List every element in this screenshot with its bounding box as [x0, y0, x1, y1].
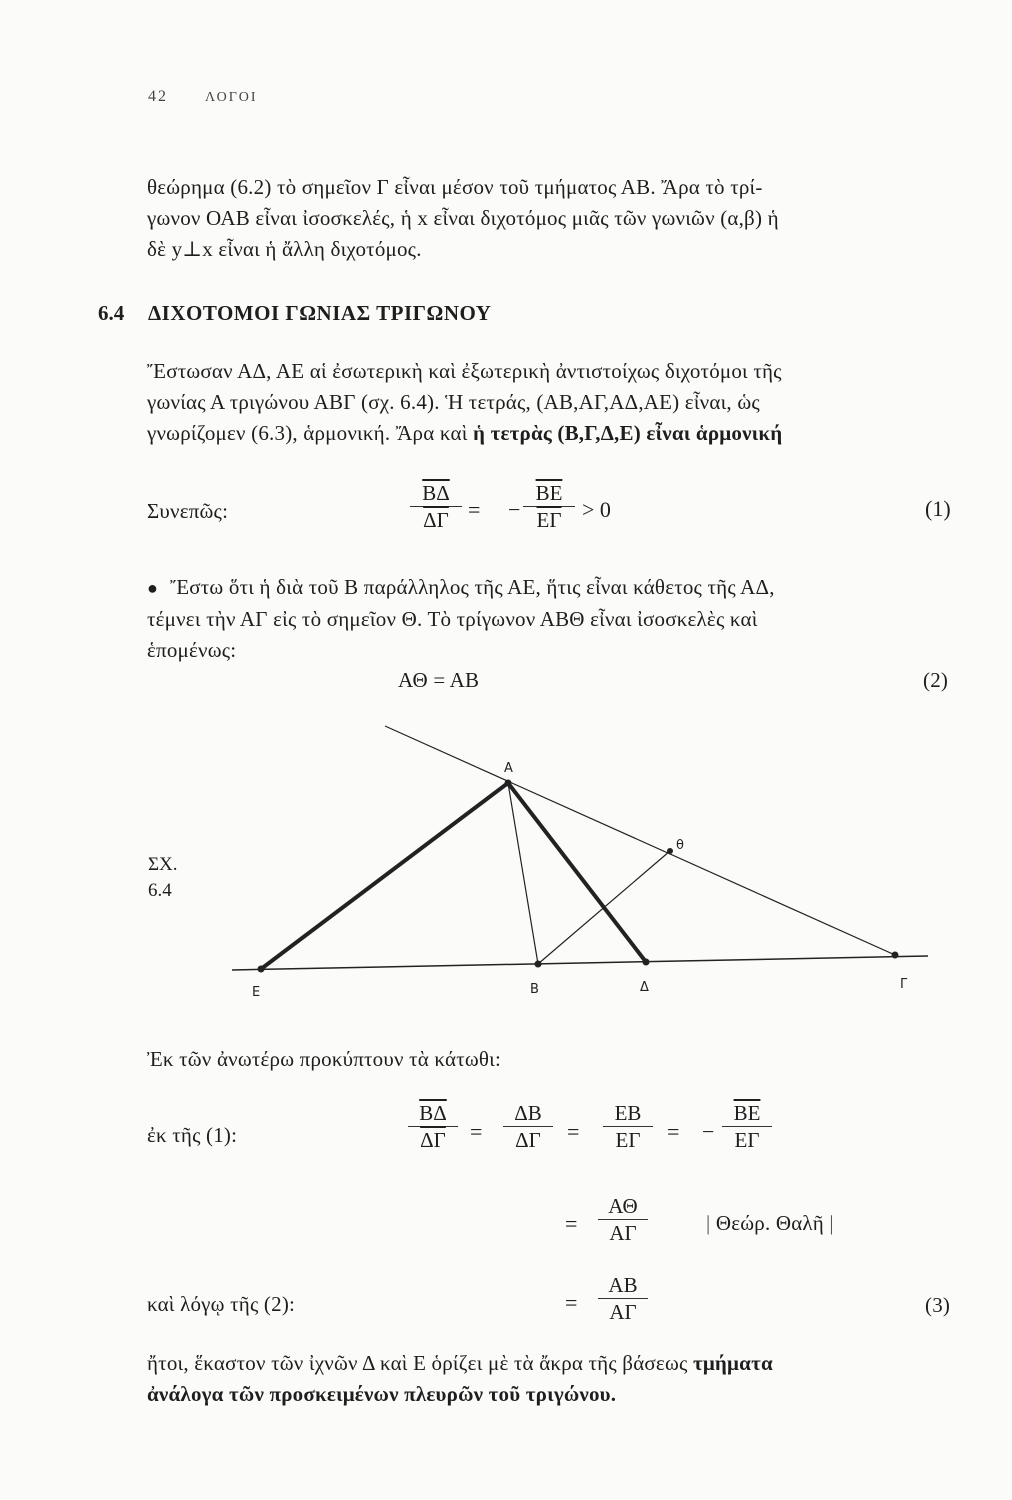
side-ab [508, 783, 538, 964]
conclusion-line1-normal: ἤτοι, ἕκαστον τῶν ἰχνῶν Δ καὶ Ε ὁρίζει μὲ τὰ ἄκρα τῆς βάσεως [147, 1351, 693, 1375]
label-theta: θ [676, 838, 684, 853]
eq1-minus: − [508, 497, 521, 522]
section-title: ΔΙΧΟΤΟΜΟΙ ΓΩΝΙΑΣ ΤΡΙΓΩΝΟΥ [148, 301, 492, 325]
deriv-f3 [603, 1100, 653, 1153]
conclusion-line2: ἀνάλογα τῶν προσκειμένων πλευρῶν τοῦ τριγώνου. [147, 1382, 617, 1406]
paragraph-3: Ἐκ τῶν ἀνωτέρω προκύπτουν τὰ κάτωθι: [147, 1047, 502, 1071]
deriv-f5-denominator: ΑΓ [598, 1219, 648, 1246]
deriv-equals-5: = [565, 1290, 578, 1315]
internal-bisector-ad [508, 783, 646, 962]
section-number: 6.4 [98, 301, 125, 325]
deriv-equals-4: = [565, 1211, 578, 1236]
eq1-rhs-numerator: $\overline{BE}$ [535, 481, 563, 505]
deriv-f2-denominator: ΔΓ [503, 1126, 553, 1153]
derivation-label-1: ἐκ τῆς (1): [147, 1123, 238, 1147]
bullet-icon: ● [147, 578, 159, 598]
deriv-f1 [408, 1100, 458, 1153]
conclusion-line1 [147, 1348, 967, 1379]
para2-line1-text: Ἔστω ὅτι ἡ διὰ τοῦ Β παράλληλος τῆς ΑΕ, ἥτις εἶναι κάθετος τῆς ΑΔ, [170, 575, 775, 599]
deriv-f6-numerator: ΑΒ [608, 1273, 638, 1297]
eq2-text: ΑΘ = ΑΒ [398, 668, 480, 692]
deriv-f4 [722, 1100, 772, 1153]
deriv-f2-numerator: ΔΒ [514, 1101, 542, 1125]
para1-line3-bold: ἡ τετρὰς (Β,Γ,Δ,Ε) εἶναι ἁρμονική [473, 421, 783, 445]
deriv-equals-1: = [470, 1119, 483, 1144]
eq1-rhs-denominator: ΕΓ [523, 506, 575, 533]
figure-caption-line1: ΣΧ. [148, 854, 178, 875]
derivation-label-2: καὶ λόγῳ τῆς (2): [147, 1292, 296, 1316]
para2-line: τέμνει τὴν ΑΓ εἰς τὸ σημεῖον Θ. Τὸ τρίγωνον ΑΒΘ εἶναι ἰσοσκελὲς καὶ [147, 607, 758, 631]
point-e [258, 966, 265, 973]
eq1-number: (1) [925, 496, 951, 521]
label-a: A [504, 761, 513, 776]
eq1-greater-than-zero: > 0 [582, 497, 611, 522]
point-b [535, 961, 542, 968]
conclusion-line1-bold: τμήματα [692, 1351, 773, 1375]
deriv-f3-numerator: ΕΒ [614, 1101, 642, 1125]
intro-line: γωνον ΟΑΒ εἶναι ἰσοσκελές, ἡ x εἶναι διχοτόμος μιᾶς τῶν γωνιῶν (α,β) ἡ [147, 206, 779, 230]
label-d: Δ [640, 980, 649, 995]
label-g: Γ [900, 977, 908, 992]
eq2-number: (2) [923, 668, 949, 692]
base-line [232, 956, 928, 970]
deriv-f1-denominator: ΔΓ [408, 1126, 458, 1153]
para1-line: γωνίας Α τριγώνου ΑΒΓ (σχ. 6.4). Ἡ τετράς, (ΑΒ,ΑΓ,ΑΔ,ΑΕ) εἶναι, ὡς [147, 390, 760, 414]
deriv-equals-2: = [567, 1119, 580, 1144]
deriv-equals-3: = [667, 1119, 680, 1144]
deriv-f4-denominator: ΕΓ [722, 1126, 772, 1153]
deriv-f4-numerator: $\overline{BE}$ [733, 1101, 761, 1125]
running-title: ΛΟΓΟΙ [205, 90, 258, 105]
label-b: B [530, 982, 539, 997]
eq1-equals: = [468, 497, 481, 522]
external-bisector-ae [261, 783, 508, 969]
para1-line: Ἔστωσαν ΑΔ, ΑΕ αἱ ἐσωτερικὴ καὶ ἐξωτερικὴ ἀντιστοίχως διχοτόμοι τῆς [147, 359, 782, 383]
thales-note: | Θεώρ. Θαλῆ | [706, 1211, 834, 1235]
deriv-f6-denominator: ΑΓ [598, 1298, 648, 1325]
para1-line3-normal: γνωρίζομεν (6.3), ἁρμονική. Ἄρα καὶ [147, 421, 473, 445]
external-bisector-line [385, 726, 895, 955]
eq1-label: Συνεπῶς: [147, 499, 229, 523]
point-a [505, 780, 512, 787]
thales-note-text: Θεώρ. Θαλῆ [715, 1211, 824, 1235]
eq1-lhs-numerator: $\overline{B\Delta}$ [422, 481, 450, 505]
eq3-number: (3) [925, 1293, 951, 1317]
deriv-minus: − [702, 1119, 715, 1144]
para2-line: ἑπομένως: [147, 638, 237, 662]
deriv-f1-numerator: $\overline{B\Delta}$ [419, 1101, 447, 1125]
point-theta [667, 848, 673, 854]
page-number: 42 [148, 88, 168, 105]
deriv-f2 [503, 1100, 553, 1153]
deriv-f5 [598, 1193, 648, 1246]
intro-line: θεώρημα (6.2) τὸ σημεῖον Γ εἶναι μέσον τοῦ τμήματος ΑΒ. Ἄρα τὸ τρί- [147, 175, 763, 199]
point-g [892, 952, 899, 959]
point-d [643, 959, 650, 966]
deriv-f6 [598, 1272, 648, 1325]
deriv-f3-denominator: ΕΓ [603, 1126, 653, 1153]
figure-caption-line2: 6.4 [148, 880, 172, 901]
intro-line: δὲ y⊥x εἶναι ἡ ἄλλη διχοτόμος. [147, 237, 422, 261]
eq1-lhs-denominator: ΔΓ [410, 506, 462, 533]
deriv-f5-numerator: ΑΘ [608, 1194, 638, 1218]
conclusion [147, 1348, 967, 1410]
label-e: E [252, 985, 261, 1000]
